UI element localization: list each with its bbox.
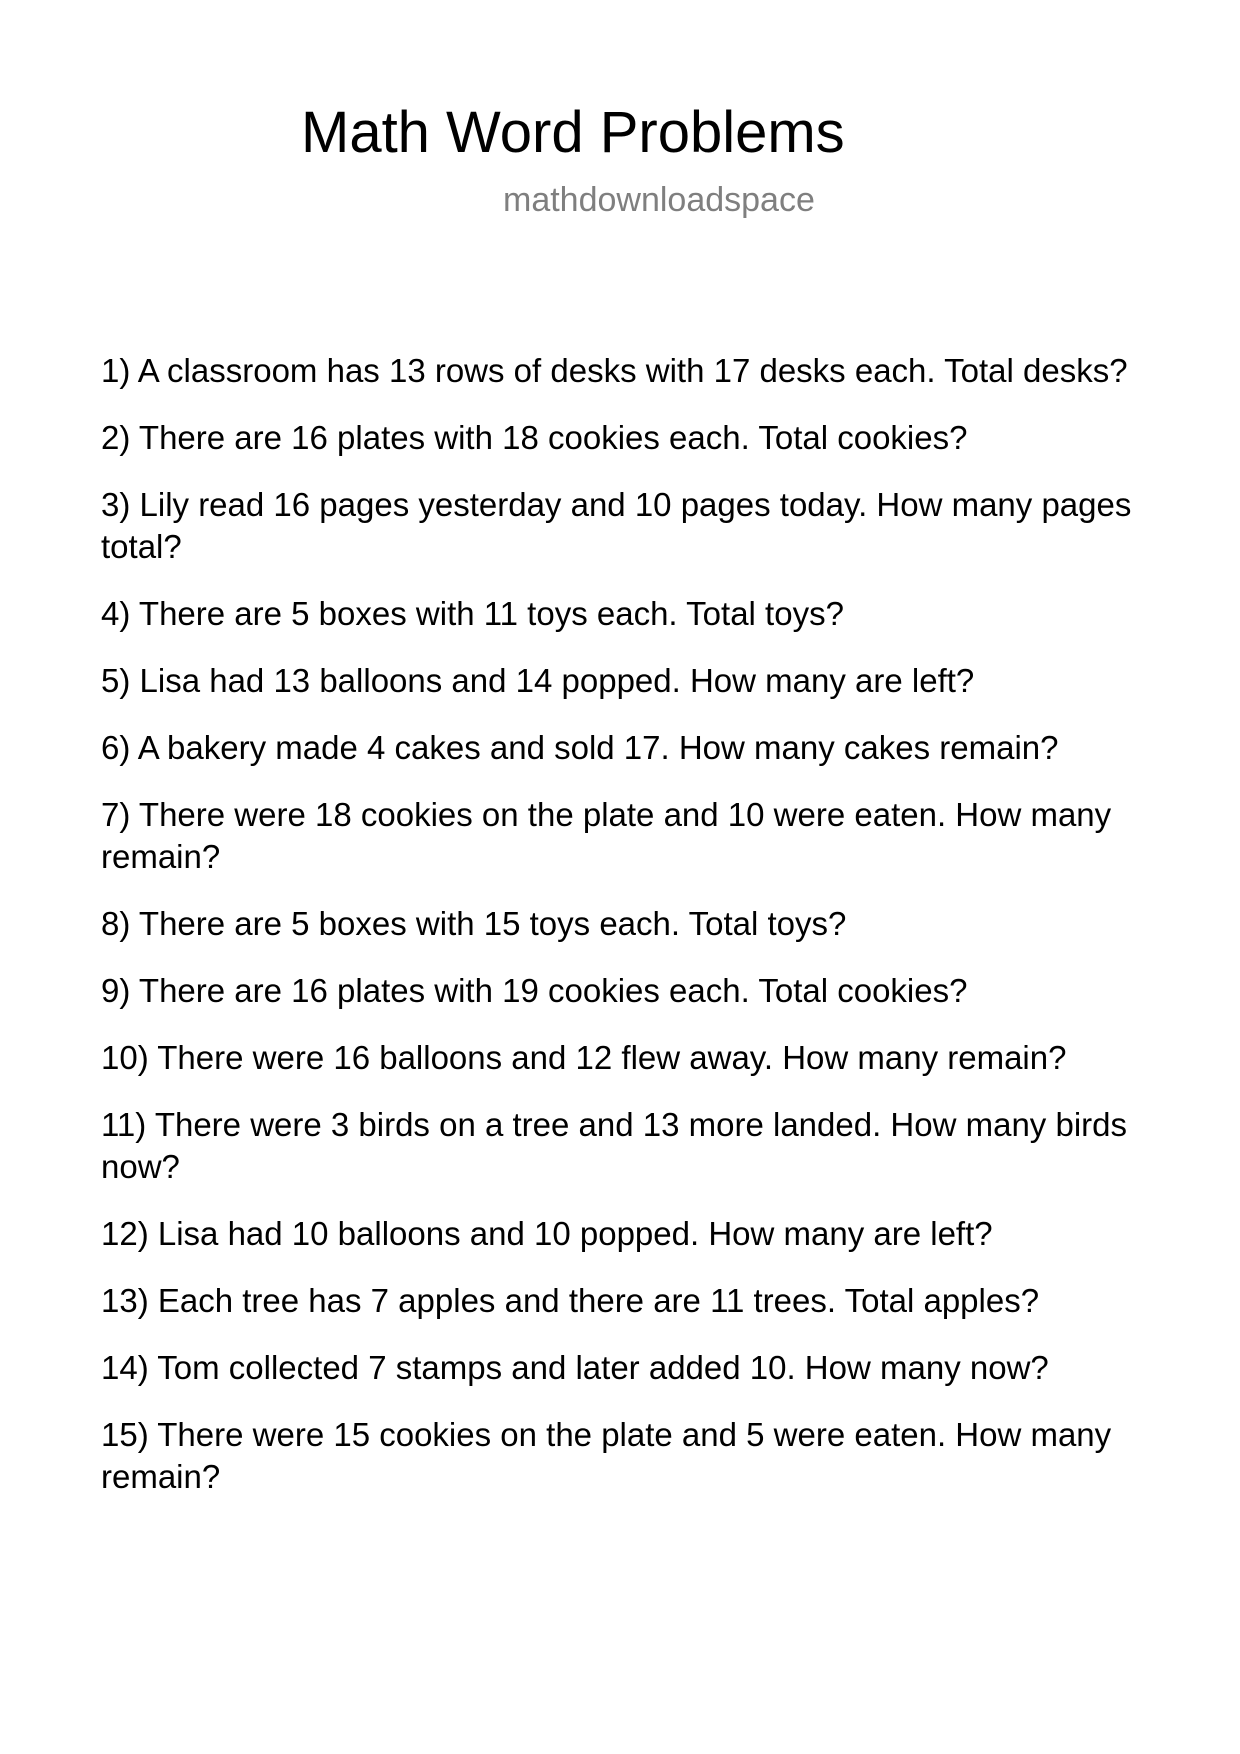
problem-item-6: 6) A bakery made 4 cakes and sold 17. How many cakes remain?: [101, 729, 1059, 766]
problem-item-3: 3) Lily read 16 pages yesterday and 10 pages today. How many pages total?: [101, 486, 1132, 565]
page-subtitle: mathdownloadspace: [503, 181, 815, 219]
problem-item-1: 1) A classroom has 13 rows of desks with 17 desks each. Total desks?: [101, 352, 1128, 389]
page-title: Math Word Problems: [301, 100, 845, 165]
problem-item-9: 9) There are 16 plates with 19 cookies each. Total cookies?: [101, 972, 968, 1009]
problem-item-2: 2) There are 16 plates with 18 cookies each. Total cookies?: [101, 419, 968, 456]
problem-item-11: 11) There were 3 birds on a tree and 13 more landed. How many birds now?: [101, 1106, 1127, 1185]
problem-list: [101, 350, 1141, 1523]
problem-item-13: 13) Each tree has 7 apples and there are 11 trees. Total apples?: [101, 1282, 1040, 1319]
problem-item-7: 7) There were 18 cookies on the plate and 10 were eaten. How many remain?: [101, 796, 1112, 875]
problem-item-12: 12) Lisa had 10 balloons and 10 popped. How many are left?: [101, 1215, 993, 1252]
problem-item-15: 15) There were 15 cookies on the plate and 5 were eaten. How many remain?: [101, 1416, 1112, 1495]
problem-item-8: 8) There are 5 boxes with 15 toys each. Total toys?: [101, 905, 847, 942]
problem-item-10: 10) There were 16 balloons and 12 flew away. How many remain?: [101, 1039, 1067, 1076]
problem-item-4: 4) There are 5 boxes with 11 toys each. Total toys?: [101, 595, 844, 632]
problem-item-5: 5) Lisa had 13 balloons and 14 popped. How many are left?: [101, 662, 975, 699]
problem-item-14: 14) Tom collected 7 stamps and later added 10. How many now?: [101, 1349, 1049, 1386]
